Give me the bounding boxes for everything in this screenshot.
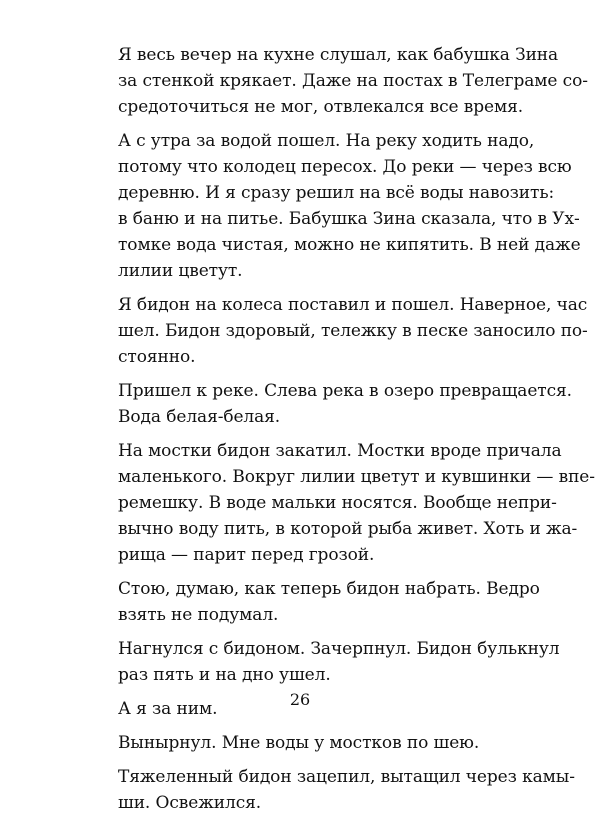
text-line: На мостки бидон закатил. Мостки вроде причала [118, 441, 562, 461]
text-line: в баню и на питье. Бабушка Зина сказала, что в Ух- [118, 209, 580, 229]
text-line: Вынырнул. Мне воды у мостков по шею. [118, 733, 480, 753]
paragraph-4 [118, 378, 572, 430]
text-line: ши. Освежился. [118, 793, 262, 813]
paragraph-6 [118, 576, 540, 628]
text-line: взять не подумал. [118, 605, 279, 625]
text-line: вычно воду пить, в которой рыба живет. Хоть и жа- [118, 519, 578, 539]
text-line: ремешку. В воде мальки носятся. Вообще непри- [118, 493, 557, 513]
text-line: маленького. Вокруг лилии цветут и кувшинки — впе- [118, 467, 595, 487]
paragraph-5 [118, 438, 595, 568]
text-line: Нагнулся с бидоном. Зачерпнул. Бидон булькнул [118, 639, 560, 659]
text-line: потому что колодец пересох. До реки — через всю [118, 157, 572, 177]
text-line: стоянно. [118, 347, 196, 367]
text-line: рища — парит перед грозой. [118, 545, 375, 565]
text-line: Я весь вечер на кухне слушал, как бабушка Зина [118, 45, 559, 65]
paragraph-7 [118, 636, 560, 688]
text-line: средоточиться не мог, отвлекался все время. [118, 97, 524, 117]
paragraph-3 [118, 292, 588, 370]
text-line: Тяжеленный бидон зацепил, вытащил через камы- [118, 767, 575, 787]
text-line: томке вода чистая, можно не кипятить. В ней даже [118, 235, 581, 255]
paragraph-2 [118, 128, 581, 284]
text-line: Пришел к реке. Слева река в озеро превращается. [118, 381, 572, 401]
paragraph-10 [118, 764, 575, 816]
paragraph-1 [118, 42, 588, 120]
text-line: Я бидон на колеса поставил и пошел. Наверное, час [118, 295, 588, 315]
text-line: лилии цветут. [118, 261, 243, 281]
text-line: деревню. И я сразу решил на всё воды навозить: [118, 183, 555, 203]
text-line: А я за ним. [118, 699, 218, 719]
text-line: Стою, думаю, как теперь бидон набрать. Ведро [118, 579, 540, 599]
text-line: шел. Бидон здоровый, тележку в песке заносило по- [118, 321, 588, 341]
text-line: за стенкой крякает. Даже на постах в Телеграме со- [118, 71, 588, 91]
text-line: раз пять и на дно ушел. [118, 665, 331, 685]
paragraph-9 [118, 730, 528, 756]
page-number: 26 [289, 690, 311, 709]
text-line: Вода белая-белая. [118, 407, 281, 427]
text-line: А с утра за водой пошел. На реку ходить надо, [118, 131, 535, 151]
